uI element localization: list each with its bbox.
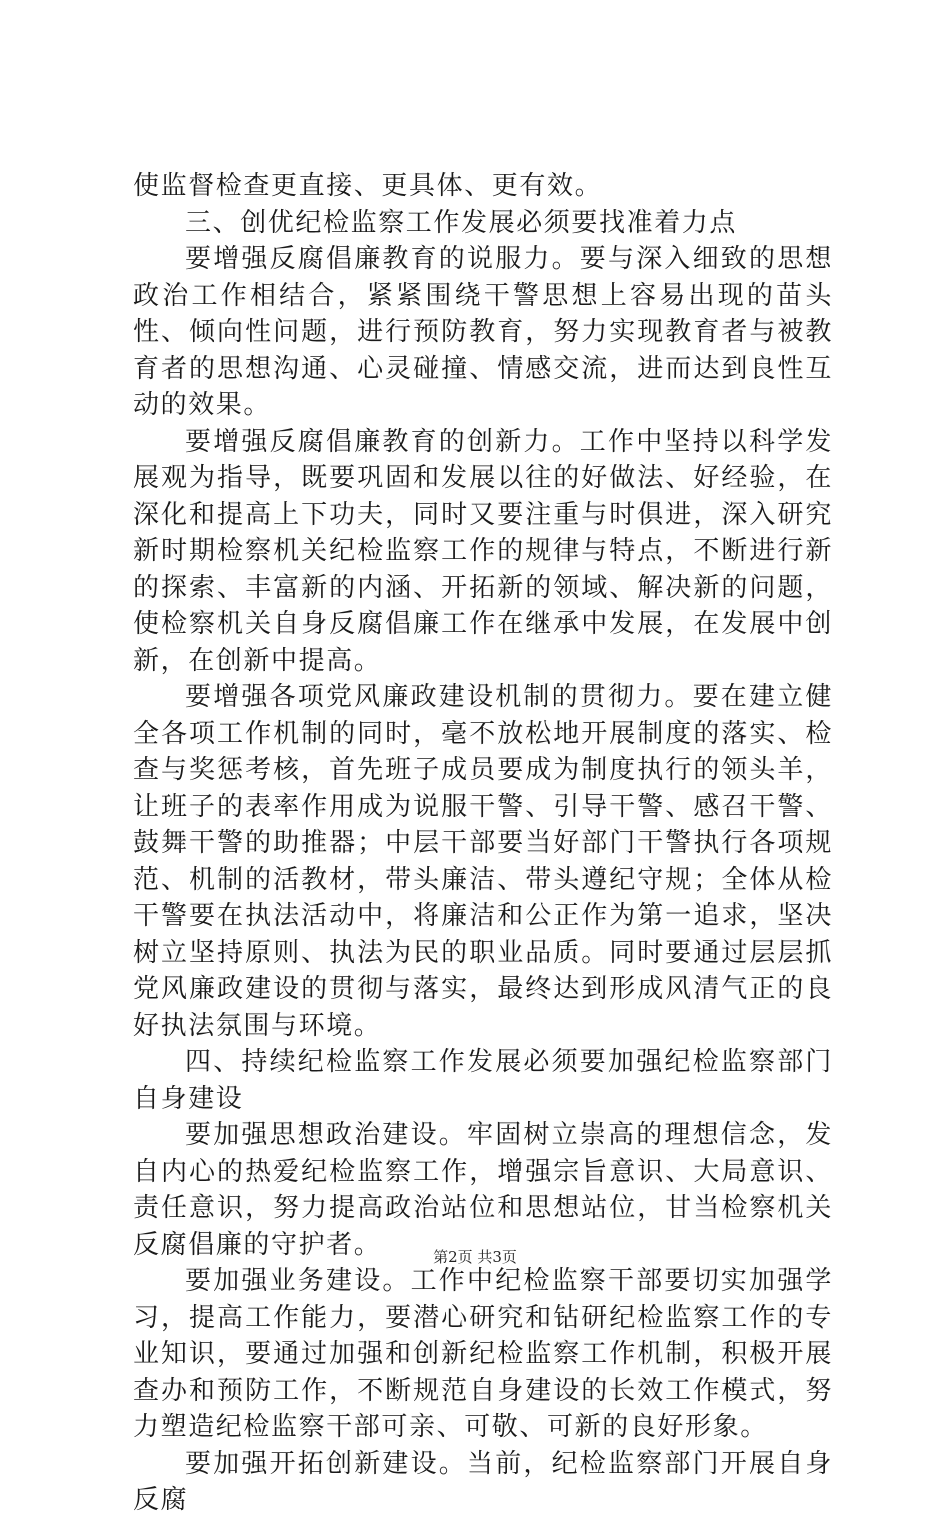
section-heading-four: 四、持续纪检监察工作发展必须要加强纪检监察部门自身建设: [133, 1047, 833, 1114]
paragraph-political-building: 要加强思想政治建设。牢固树立崇高的理想信念，发自内心的热爱纪检监察工作，增强宗旨意识、大局意识、责任意识，努力提高政治站位和思想站位，甘当检察机关反腐倡廉的守护者。: [133, 1120, 833, 1260]
paragraph-pioneering-building: 要加强开拓创新建设。当前，纪检监察部门开展自身反腐: [133, 1448, 833, 1515]
paragraph-professional-building: 要加强业务建设。工作中纪检监察干部要切实加强学习，提高工作能力，要潜心研究和钻研纪检监察工作的专业知识，要通过加强和创新纪检监察工作机制，积极开展查办和预防工作，不断规范自身建设的长效工作模式，努力塑造纪检监察干部可亲、可敬、可新的良好形象。: [133, 1266, 833, 1442]
paragraph-continuation: 使监督检查更直接、更具体、更有效。: [133, 171, 603, 201]
paragraph-innovation: 要增强反腐倡廉教育的创新力。工作中坚持以科学发展观为指导，既要巩固和发展以往的好做法、好经验，在深化和提高上下功夫，同时又要注重与时俱进，深入研究新时期检察机关纪检监察工作的规律与特点，不断进行新的探索、丰富新的内涵、开拓新的领域、解决新的问题，使检察机关自身反腐倡廉工作在继承中发展，在发展中创新，在创新中提高。: [133, 426, 833, 676]
paragraph-persuasion: 要增强反腐倡廉教育的说服力。要与深入细致的思想政治工作相结合，紧紧围绕干警思想上容易出现的苗头性、倾向性问题，进行预防教育，努力实现教育者与被教育者的思想沟通、心灵碰撞、情感交流，进而达到良性互动的效果。: [133, 244, 833, 420]
document-body: [133, 168, 833, 1519]
paragraph-implementation: 要增强各项党风廉政建设机制的贯彻力。要在建立健全各项工作机制的同时，毫不放松地开展制度的落实、检查与奖惩考核，首先班子成员要成为制度执行的领头羊，让班子的表率作用成为说服干警、引导干警、感召干警、鼓舞干警的助推器；中层干部要当好部门干警执行各项规范、机制的活教材，带头廉洁、带头遵纪守规；全体从检干警要在执法活动中，将廉洁和公正作为第一追求，坚决树立坚持原则、执法为民的职业品质。同时要通过层层抓党风廉政建设的贯彻与落实，最终达到形成风清气正的良好执法氛围与环境。: [133, 682, 833, 1041]
section-heading-three: 三、创优纪检监察工作发展必须要找准着力点: [185, 207, 738, 238]
page-number-footer: 第2页 共3页: [433, 1248, 517, 1266]
